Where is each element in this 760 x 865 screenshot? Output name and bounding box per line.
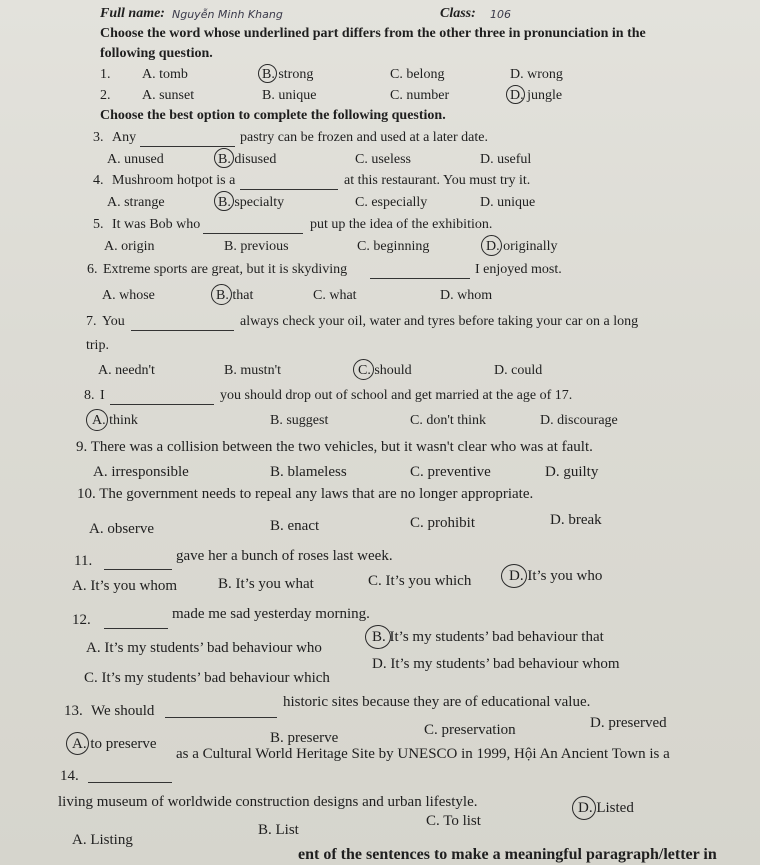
option-b[interactable]: B. disused [218,152,277,167]
option-b[interactable]: B. that [216,288,254,303]
option-d[interactable]: D. jungle [510,88,563,103]
option-a[interactable]: A. origin [104,239,155,254]
option-c[interactable]: C. prohibit [410,515,476,531]
option-c[interactable]: C. It’s you which [368,573,472,589]
option-a[interactable]: A. to preserve [72,736,157,752]
answer-blank [370,278,470,279]
question-stem-pre: Extreme sports are great, but it is skydiving [103,262,348,277]
option-a[interactable]: A. observe [89,521,154,537]
answer-circle-mark [572,796,596,820]
question-stem-pre: You [102,314,125,329]
option-d[interactable]: D. It’s you who [509,568,603,584]
option-c[interactable]: C. don't think [410,413,487,428]
answer-circle-mark [258,64,277,83]
option-a[interactable]: A. sunset [142,88,195,103]
question-stem-post: as a Cultural World Heritage Site by UNESCO in 1999, Hội An Ancient Town is a [176,746,670,762]
option-a[interactable]: A. needn't [98,363,155,378]
question-stem-continued: trip. [86,338,109,353]
question-number: 12. [72,612,91,628]
option-c[interactable]: C. number [390,88,450,103]
option-d[interactable]: D. break [550,512,602,528]
option-b[interactable]: B. specialty [218,195,285,210]
option-a[interactable]: A. Listing [72,832,133,848]
option-a[interactable]: A. whose [102,288,155,303]
option-a[interactable]: A. It’s my students’ bad behaviour who [86,640,322,656]
answer-blank [110,404,214,405]
option-b[interactable]: B. blameless [270,464,347,480]
option-c[interactable]: C. To list [426,813,481,829]
answer-circle-mark [353,359,374,380]
option-b[interactable]: B. suggest [270,413,329,428]
answer-circle-mark [214,148,234,168]
question-number: 11. [74,553,93,569]
question-number: 13. [64,703,83,719]
option-b[interactable]: B. strong [262,67,314,82]
option-d[interactable]: D. could [494,363,543,378]
question-stem-post: put up the idea of the exhibition. [310,217,493,232]
question-stem-pre: Mushroom hotpot is a [112,173,236,188]
question-text: There was a collision between the two vehicles, but it wasn't clear who was at fault. [90,439,593,455]
option-c[interactable]: C. should [358,363,412,378]
answer-blank [203,233,303,234]
section2-instruction: Choose the best option to complete the following question. [100,108,446,123]
option-d[interactable]: D. discourage [540,413,618,428]
answer-blank [140,146,235,147]
answer-blank [165,717,277,718]
answer-circle-mark [501,564,527,588]
footer-instruction-partial: ent of the sentences to make a meaningful paragraph/letter in [298,846,717,863]
option-d[interactable]: D. useful [480,152,532,167]
answer-blank [88,782,172,783]
option-a[interactable]: A. unused [107,152,164,167]
question-number: 8. [84,388,95,403]
option-b[interactable]: B. preserve [270,730,339,746]
section1-instruction-line1: Choose the word whose underlined part differs from the other three in pronunciation in the [100,26,646,41]
option-c[interactable]: C. beginning [357,239,430,254]
option-d[interactable]: D. originally [486,239,558,254]
question-stem-pre: We should [91,703,155,719]
question-stem-continued: living museum of worldwide construction designs and urban lifestyle. [58,794,478,810]
question-stem [76,439,593,456]
fullname-value: Nguyễn Minh Khang [172,8,283,21]
option-b[interactable]: B. mustn't [224,363,281,378]
option-b[interactable]: B. unique [262,88,317,103]
option-d[interactable]: D. wrong [510,67,563,82]
class-label: Class: [440,6,476,21]
question-number: 10. [77,486,96,502]
option-d[interactable]: D. preserved [590,715,667,731]
option-d[interactable]: D. whom [440,288,493,303]
option-d[interactable]: D. It’s my students’ bad behaviour whom [372,656,620,672]
section1-instruction-line2: following question. [100,46,213,61]
question-number: 4. [93,173,104,188]
option-a[interactable]: A. irresponsible [93,464,189,480]
option-c[interactable]: C. preservation [424,722,516,738]
option-a[interactable]: A. strange [107,195,165,210]
option-a[interactable]: A. It’s you whom [72,578,177,594]
class-value: 106 [490,8,511,21]
option-b[interactable]: B. enact [270,518,320,534]
fullname-label: Full name: [100,6,165,21]
option-d[interactable]: D. unique [480,195,536,210]
question-stem-pre: It was Bob who [112,217,201,232]
answer-circle-mark [214,191,234,211]
option-a[interactable]: A. think [92,413,138,428]
question-number: 2. [100,88,111,103]
question-stem-post: gave her a bunch of roses last week. [176,548,393,564]
question-stem-post: you should drop out of school and get married at the age of 17. [220,388,573,403]
question-number: 3. [93,130,104,145]
option-d[interactable]: D. guilty [545,464,599,480]
answer-circle-mark [506,85,525,104]
option-b[interactable]: B. previous [224,239,289,254]
option-c[interactable]: C. especially [355,195,428,210]
option-a[interactable]: A. tomb [142,67,188,82]
question-number: 1. [100,67,111,82]
answer-blank [104,628,168,629]
option-c[interactable]: C. what [313,288,357,303]
question-stem-pre: I [100,388,105,403]
question-stem-post: at this restaurant. You must try it. [344,173,531,188]
question-stem-post: I enjoyed most. [475,262,562,277]
question-stem [77,486,533,503]
question-stem-post: historic sites because they are of educational value. [283,694,591,710]
answer-blank [240,189,338,190]
option-c[interactable]: C. preventive [410,464,491,480]
question-text: The government needs to repeal any laws that are no longer appropriate. [99,486,534,502]
question-number: 5. [93,217,104,232]
option-b[interactable]: B. It’s my students’ bad behaviour that [372,629,604,645]
question-stem-post: always check your oil, water and tyres before taking your car on a long [240,314,639,329]
question-number: 7. [86,314,97,329]
answer-blank [104,569,172,570]
option-c[interactable]: C. belong [390,67,445,82]
question-stem-post: pastry can be frozen and used at a later date. [240,130,488,145]
question-stem-pre: Any [112,130,137,145]
answer-circle-mark [86,409,108,431]
answer-blank [131,330,234,331]
question-stem-post: made me sad yesterday morning. [172,606,370,622]
answer-circle-mark [365,625,391,649]
option-c[interactable]: C. useless [355,152,411,167]
answer-circle-mark [211,284,232,305]
option-c[interactable]: C. It’s my students’ bad behaviour which [84,670,330,686]
option-d[interactable]: D. Listed [578,800,634,816]
answer-circle-mark [66,732,89,755]
question-number: 9. [76,439,88,455]
question-number: 6. [87,262,98,277]
option-b[interactable]: B. It’s you what [218,576,314,592]
question-number: 14. [60,768,79,784]
option-b[interactable]: B. List [258,822,299,838]
answer-circle-mark [481,235,502,256]
